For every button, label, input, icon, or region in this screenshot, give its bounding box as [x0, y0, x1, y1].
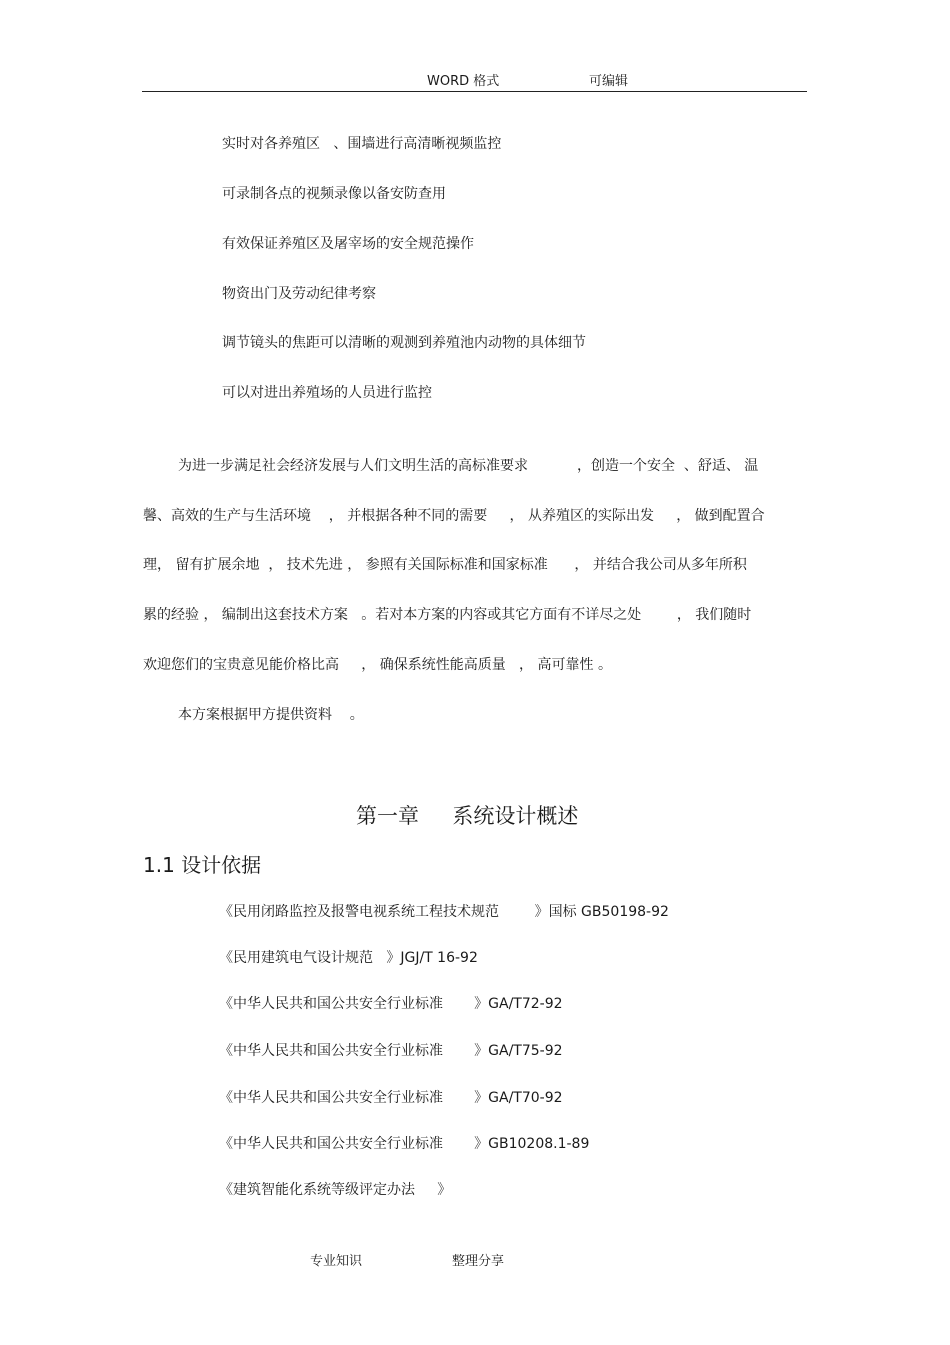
chapter-title: 第一章 系统设计概述	[356, 804, 579, 828]
note-line: 本方案根据甲方提供资料 。	[178, 707, 364, 723]
list-item: 物资出门及劳动纪律考察	[222, 286, 376, 302]
footer-right-text: 整理分享	[452, 1254, 505, 1269]
header-right-text: 可编辑	[589, 74, 629, 89]
paragraph-line: 欢迎您们的宝贵意见能价格比高 ， 确保系统性能高质量 ， 高可靠性 。	[143, 657, 612, 673]
list-item: 实时对各养殖区 、围墙进行高清晰视频监控	[222, 136, 502, 152]
footer-left-text: 专业知识	[310, 1254, 363, 1269]
section-title: 1.1 设计依据	[143, 853, 262, 877]
list-item: 有效保证养殖区及屠宰场的安全规范操作	[222, 236, 474, 252]
reference-item: 《中华人民共和国公共安全行业标准 》GA/T75-92	[219, 1043, 563, 1059]
paragraph-line: 累的经验 ， 编制出这套技术方案 。若对本方案的内容或其它方面有不详尽之处 ， 我们随时	[143, 607, 752, 623]
paragraph-line: 理， 留有扩展余地 ， 技术先进 ， 参照有关国际标准和国家标准 ， 并结合我公司从多年所积	[143, 557, 747, 573]
reference-item: 《中华人民共和国公共安全行业标准 》GB10208.1-89	[219, 1136, 590, 1152]
reference-item: 《中华人民共和国公共安全行业标准 》GA/T72-92	[219, 996, 563, 1012]
paragraph-line: 为进一步满足社会经济发展与人们文明生活的高标准要求 ，创造一个安全 、舒适、 温	[178, 458, 759, 474]
reference-item: 《民用闭路监控及报警电视系统工程技术规范 》国标 GB50198-92	[219, 904, 669, 920]
header-divider	[142, 91, 807, 92]
header-left-text: WORD 格式	[427, 74, 500, 89]
reference-item: 《中华人民共和国公共安全行业标准 》GA/T70-92	[219, 1090, 563, 1106]
paragraph-line: 馨、高效的生产与生活环境 ， 并根据各种不同的需要 ， 从养殖区的实际出发 ， 做到配置合	[143, 508, 765, 524]
list-item: 可录制各点的视频录像以备安防查用	[222, 186, 446, 202]
reference-item: 《建筑智能化系统等级评定办法 》	[219, 1182, 452, 1198]
list-item: 调节镜头的焦距可以清晰的观测到养殖池内动物的具体细节	[222, 335, 586, 351]
reference-item: 《民用建筑电气设计规范 》JGJ/T 16-92	[219, 950, 478, 966]
list-item: 可以对进出养殖场的人员进行监控	[222, 385, 432, 401]
